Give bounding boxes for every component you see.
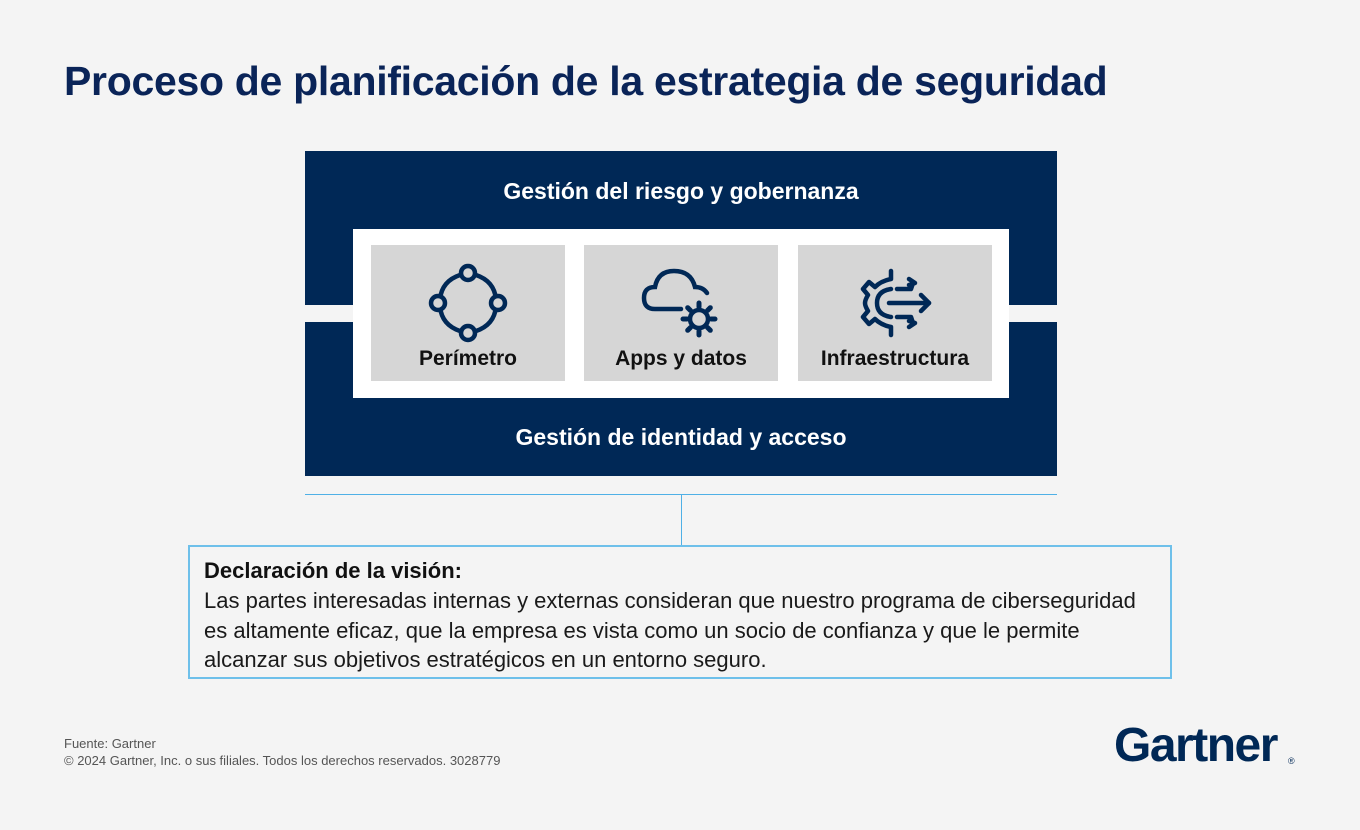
cloud-gear-icon (641, 263, 721, 343)
source-note: Fuente: Gartner (64, 736, 156, 751)
frame-gap-right (1009, 305, 1057, 322)
connector-vertical-line (681, 495, 682, 545)
tile-label-apps-data: Apps y datos (615, 347, 747, 370)
vision-text: Las partes interesadas internas y externas consideran que nuestro programa de ciberseguridad es altamente eficaz, que la empresa es vista como un socio de confianza y que le permite alcanzar sus objetivos estratégicos en un entorno seguro. (204, 588, 1136, 672)
registered-mark: ® (1288, 756, 1295, 766)
copyright-note: © 2024 Gartner, Inc. o sus filiales. Todos los derechos reservados. 3028779 (64, 753, 501, 768)
tile-infrastructure (798, 245, 992, 381)
gartner-logo: Gartner (1114, 719, 1277, 772)
page-title: Proceso de planificación de la estrategia de seguridad (64, 58, 1108, 104)
identity-access-label: Gestión de identidad y acceso (515, 424, 847, 450)
perimeter-nodes-icon (428, 263, 508, 343)
tile-label-perimeter: Perímetro (418, 347, 518, 370)
vision-statement-box (188, 545, 1172, 679)
tile-label-infrastructure: Infraestructura (820, 347, 970, 370)
tile-perimeter (371, 245, 565, 381)
vision-heading: Declaración de la visión: (204, 558, 462, 583)
risk-governance-label: Gestión del riesgo y gobernanza (503, 178, 859, 204)
tile-apps-data (584, 245, 778, 381)
frame-gap-left (305, 305, 353, 322)
gear-arrows-icon (855, 263, 935, 343)
